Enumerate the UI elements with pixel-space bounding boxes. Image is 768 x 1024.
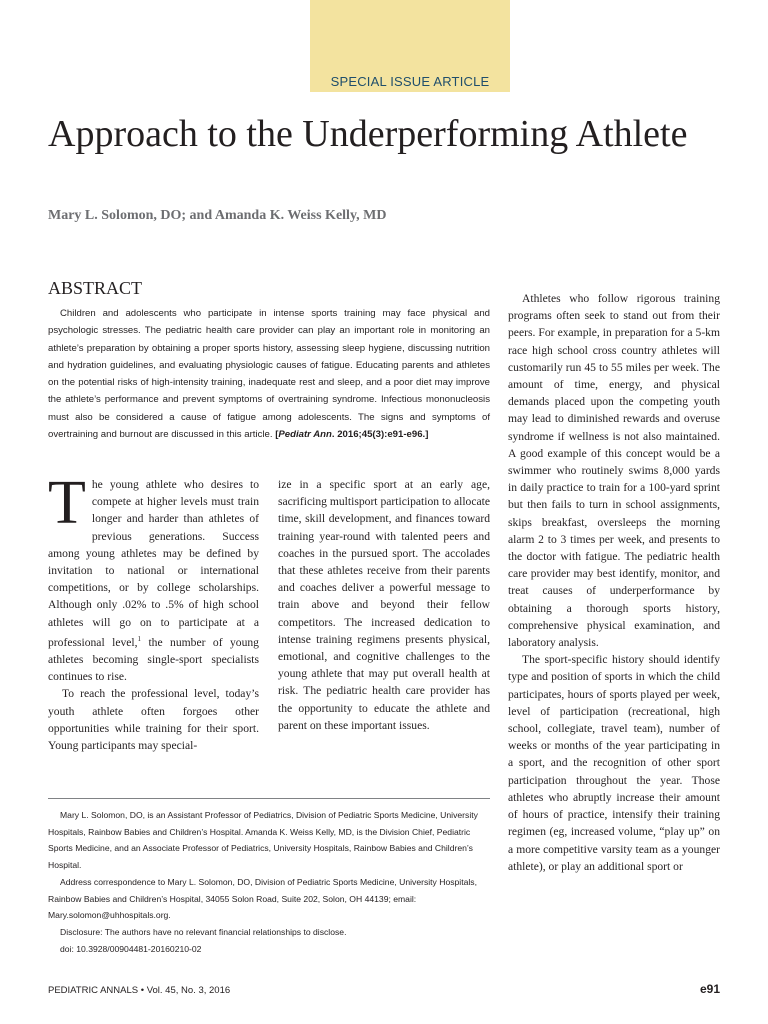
- footnotes: [48, 807, 493, 957]
- correspondence-note: Address correspondence to Mary L. Solomon, DO, Division of Pediatric Sports Medicine, University Hospitals, Rainbow Babies and Children’s Hospital, 34055 Solon Road, Suite 202, Solon, OH 44139; email: Mary.solomon@uhhospitals.org.: [48, 876, 477, 921]
- citation-details: . 2016;45(3):e91-e96.]: [331, 429, 429, 441]
- reference-marker: 1: [137, 634, 142, 643]
- body-paragraph: To reach the professional level, today’s youth athlete often forgoes other opportunities while training for their sport. Young participants may special-: [48, 687, 259, 752]
- author-line: Mary L. Solomon, DO; and Amanda K. Weiss Kelly, MD: [48, 208, 387, 223]
- journal-footer: PEDIATRIC ANNALS • Vol. 45, No. 3, 2016: [48, 985, 231, 996]
- section-tag-box: [310, 0, 510, 92]
- doi-note: doi: 10.3928/00904481-20160210-02: [60, 943, 202, 954]
- abstract-text: [48, 305, 490, 443]
- body-paragraph: ize in a specific sport at an early age, sacrificing multisport participation to allocate time, skill development, and finances toward training year-round with talented peers and coaches in the pursued sport. The accolades that these athletes receive from their parents and coaches deliver a powerful message to train above and beyond their fellow competitors. The increased dedication to intense training regimens presents physical, emotional, and cognitive challenges to the young athlete that may put overall health at risk. The pediatric health care provider has the opportunity to educate the athlete and parent on these important issues.: [278, 478, 490, 732]
- drop-cap: T: [48, 469, 86, 537]
- section-tag: SPECIAL ISSUE ARTICLE: [330, 74, 490, 89]
- disclosure-note: Disclosure: The authors have no relevant financial relationships to disclose.: [60, 926, 347, 937]
- abstract-citation: [Pediatr Ann. 2016;45(3):e91-e96.]: [275, 429, 429, 441]
- abstract-body: Children and adolescents who participate in intense sports training may face physical and psychologic stresses. The pediatric health care provider can play an important role in monitoring an athlete’s preparation by obtaining a proper sports history, assessing sleep hygiene, discussing nutrition and hydration guidelines, and evaluating physiologic causes of fatigue. Educating parents and athletes on the potential risks of high-intensity training, inadequate rest and sleep, and a poor diet may improve the athlete’s performance and prevent symptoms of overtraining syndrome. Infectious mononucleosis must also be considered a cause of fatigue among adolescents. The signs and symptoms of overtraining and burnout are discussed in this article.: [48, 308, 490, 441]
- citation-journal: Pediatr Ann: [278, 429, 332, 441]
- footnote-divider: [48, 798, 490, 799]
- body-paragraph: The young athlete who desires to compete at higher levels must train longer and harder than athletes of previous generations. Success among young athletes may be defined by invitation to national or international competitions, or by college scholarships. Although only .02% to .5% of high school athletes will go on to participate at a professional level,$^1$ the number of young athletes becoming single-sport specialists continues to rise.: [48, 469, 259, 684]
- body-column-2: [278, 476, 490, 734]
- author-affiliations: Mary L. Solomon, DO, is an Assistant Professor of Pediatrics, Division of Pediatric Sports Medicine, University Hospitals, Rainbow Babies and Children’s Hospital. Amanda K. Weiss Kelly, MD, is the Division Chief, Pediatric Sports Medicine, and an Associate Professor of Pediatrics, University Hospitals, Rainbow Babies and Children’s Hospital.: [48, 810, 478, 871]
- body-paragraph: The sport-specific history should identify type and position of sports in which the child participates, hours of sports played per week, level of participation (recreational, high school, collegiate, travel team), number of weeks or months of the year participating in a sport, and the recognition of other sport participation throughout the year. Those athletes who abruptly increase their amount of hours of practice, intensify their training regimen (eg, increased volume, “play up” on a more competitive varsity team as a younger athlete), or play an additional sport or: [508, 653, 720, 873]
- page-number: e91: [699, 982, 720, 996]
- abstract-heading: ABSTRACT: [48, 278, 143, 298]
- body-column-3: [508, 290, 720, 875]
- body-column-1: [48, 469, 259, 754]
- body-paragraph: Athletes who follow rigorous training programs often seek to stand out from their peers. For example, in preparation for a 5-km race high school cross country athletes will customarily run 45 to 55 miles per week. The amount of time, energy, and physical demands placed upon the competing youth may lead to diminished rewards and overuse syndrome if wellness is not also maintained. A good example of this concept would be a swimmer who routinely swims 8,000 yards in daily practice to train for a 100-yard sprint but then fails to turn in school assignments, skips breakfast, oversleeps the morning alarm 2 to 3 times per week, and presents to the doctor with fatigue. The pediatric health care provider may best identify, monitor, and treat causes of underperformance by obtaining a thorough sports history, comprehensive physical examination, and laboratory analysis.: [508, 292, 720, 650]
- article-title: Approach to the Underperforming Athlete: [48, 113, 688, 155]
